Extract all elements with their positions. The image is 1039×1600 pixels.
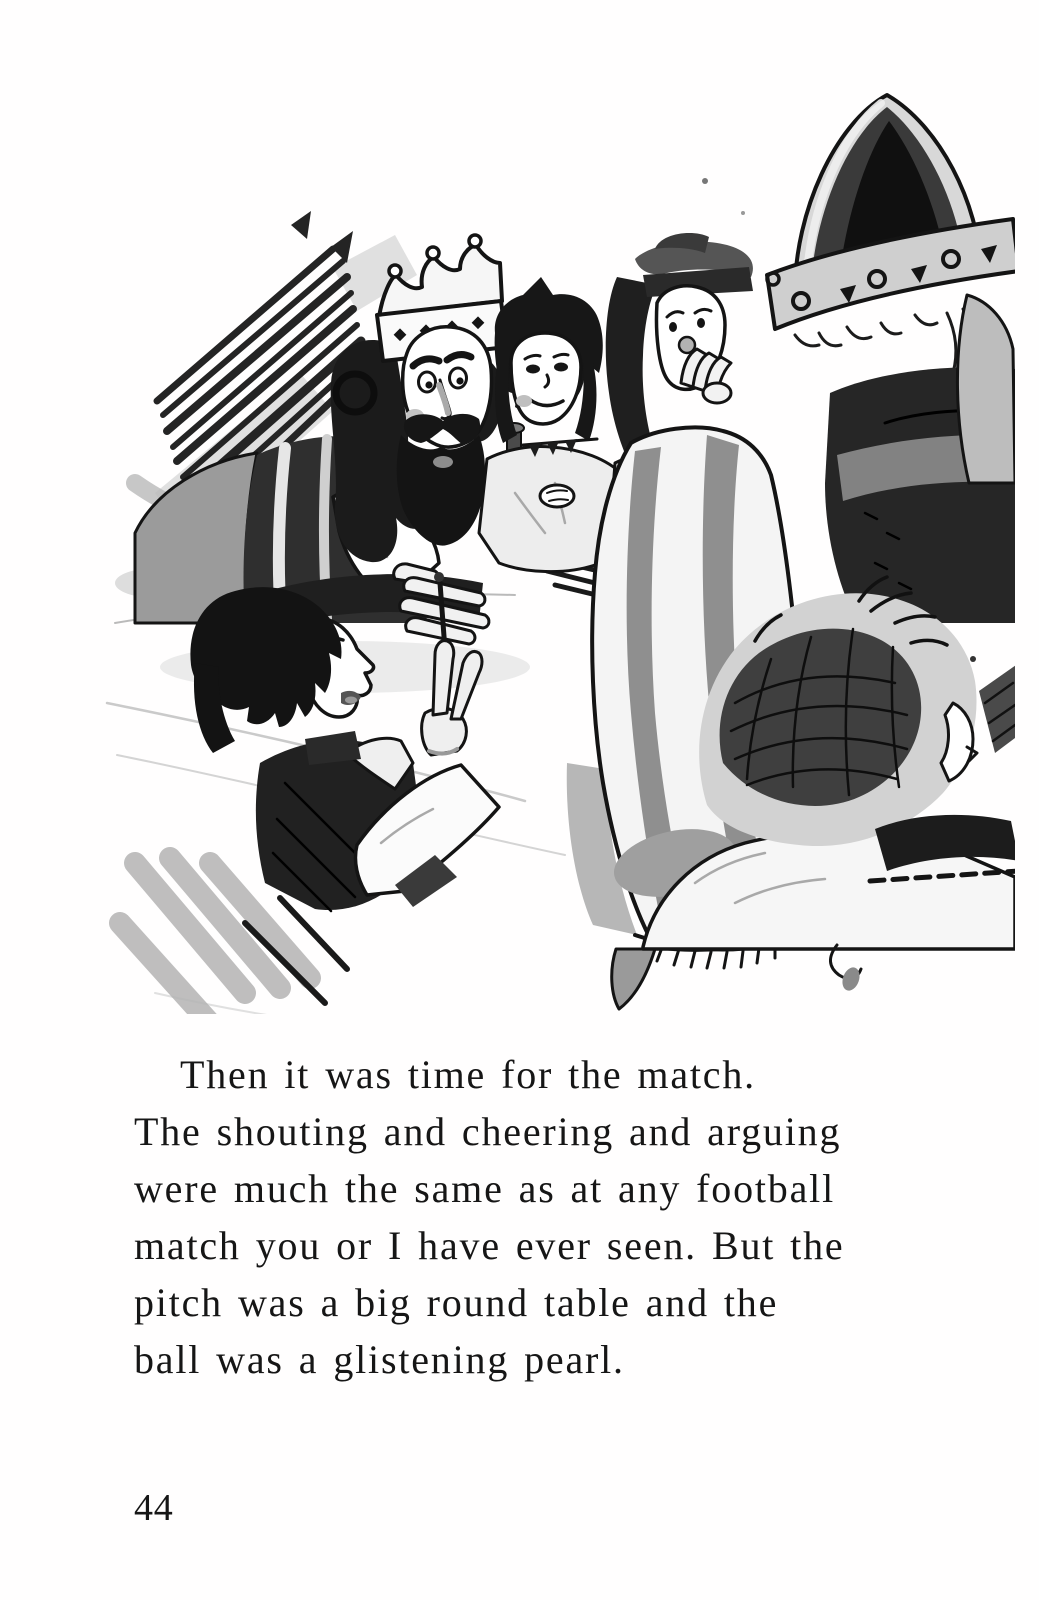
paragraph-line: Then it was time for the match. bbox=[180, 1052, 756, 1097]
paragraph-line: ball was a glistening pearl. bbox=[134, 1337, 625, 1382]
illustration bbox=[95, 62, 1015, 1014]
story-paragraph bbox=[134, 1046, 916, 1388]
boy-left-neck bbox=[305, 731, 361, 765]
paragraph-line: were much the same as at any football bbox=[134, 1166, 835, 1211]
paragraph-line: The shouting and cheering and arguing bbox=[134, 1109, 842, 1154]
onlooker-hand bbox=[681, 349, 731, 403]
paragraph-line: match you or I have ever seen. But the bbox=[134, 1223, 845, 1268]
knight-arm bbox=[957, 295, 1015, 483]
paragraph-line: pitch was a big round table and the bbox=[134, 1280, 779, 1325]
knight bbox=[767, 95, 1015, 623]
page-number: 44 bbox=[134, 1487, 174, 1529]
cloak-tail bbox=[612, 949, 655, 1009]
boy-center-face bbox=[511, 333, 581, 424]
boy-left bbox=[120, 587, 499, 1014]
